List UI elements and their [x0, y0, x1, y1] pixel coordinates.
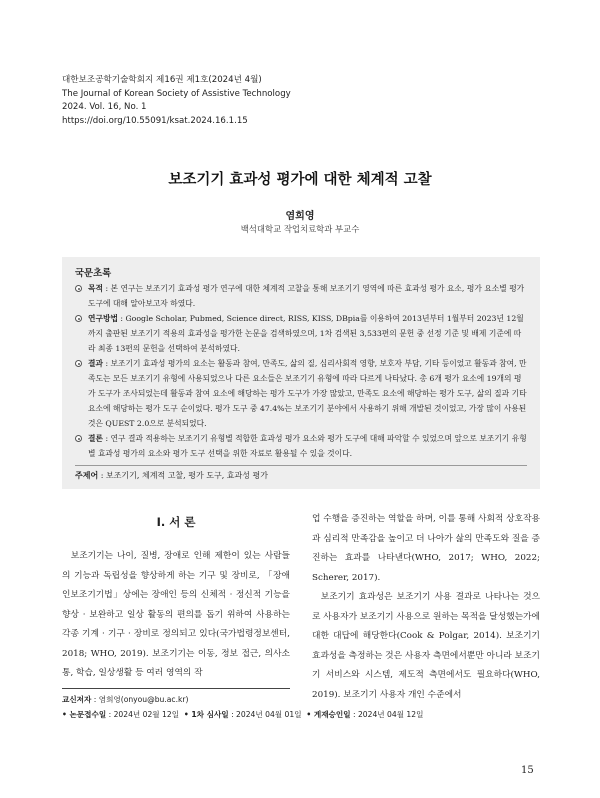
keywords-divider	[75, 465, 527, 466]
circle-bullet-icon	[75, 435, 82, 442]
abstract-box	[62, 257, 540, 489]
corresponding-author	[62, 693, 423, 708]
abstract-label: 목적	[88, 284, 103, 293]
abstract-text: : 본 연구는 보조기기 효과성 평가 연구에 대한 체계적 고찰을 통해 보조기기 영역에 따른 효과성 평가 요소, 평가 요소별 평가 도구에 대해 알아보고자 하였다.	[88, 284, 525, 308]
abstract-results	[75, 356, 527, 431]
footnote-label: • 1차 심사일	[183, 709, 229, 719]
body-column-right	[312, 510, 540, 705]
paper-dates	[62, 708, 423, 723]
footnote-divider	[62, 688, 290, 689]
circle-bullet-icon	[75, 315, 82, 322]
keywords	[75, 470, 268, 482]
body-paragraph: 보조기기는 나이, 질병, 장애로 인해 제한이 있는 사람들의 기능과 독립성을 향상하게 하는 기구 및 장비로, 「장애인보조기기법」상에는 장애인 등의 신체적 · 정신적 기능을 향상 · 보완하고 일상 활동의 편의를 돕기 위하여 사용하는 각종 기계 · 기구 · 장비로 정의되고 있다(국가법령정보센터, 2018; WHO, 2019). 보조기기는 이동, 정보 접근, 의사소통, 학습, 일상생활 등 여러 영역의 작	[62, 551, 290, 678]
abstract-label: 결과	[88, 359, 103, 368]
journal-doi[interactable]: https://doi.org/10.55091/ksat.2024.16.1.15	[62, 115, 248, 126]
footnote-text: : 2024년 04월 01일	[228, 709, 302, 719]
journal-volume: 2024. Vol. 16, No. 1	[62, 102, 147, 112]
body-paragraph: 업 수행을 증진하는 역할을 하며, 이를 통해 사회적 상호작용과 심리적 만족감을 높이고 더 나아가 삶의 만족도와 질을 증진하는 효과를 나타낸다(WHO, 2017; WHO, 2022; Scherer, 2017).	[312, 514, 540, 583]
footnote-text: : 염희영(onyou@bu.ac.kr)	[91, 695, 189, 704]
keywords-label: 주제어	[75, 471, 99, 480]
footnote-label: 교신저자	[62, 695, 92, 704]
footnote-text: : 2024년 04월 12일	[350, 709, 424, 719]
footnote-label: • 논문접수일	[62, 709, 107, 719]
circle-bullet-icon	[75, 360, 82, 367]
abstract-purpose	[75, 281, 527, 311]
footnote-label: • 게재승인일	[306, 709, 351, 719]
abstract-label: 연구방법	[88, 314, 118, 323]
page-number: 15	[521, 765, 534, 776]
body-paragraph: 보조기기 효과성은 보조기기 사용 결과로 나타나는 것으로 사용자가 보조기기 사용으로 원하는 목적을 달성했는가에 대한 대답에 해당한다(Cook & Polgar, 2014). 보조기기 효과성을 측정하는 것은 사용자 측면에서뿐만 아니라 보조기기 서비스와 시스템, 제도적 측면에서도 필요하다(WHO, 2019). 보조기기 사용자 개인 수준에서	[312, 592, 540, 700]
abstract-text: : Google Scholar, Pubmed, Science direct, RISS, KISS, DBpia를 이용하여 2013년부터 1월부터 2023년 12월까지 출판된 보조기기 적용의 효과성을 평가한 논문을 검색하였으며, 1차 검색된 3,533편의 문헌 중 선정 기준 및 배제 기준에 따라 최종 13편의 문헌을 선택하여 분석하였다.	[88, 314, 524, 353]
footnote-text: : 2024년 02월 12일	[106, 709, 180, 719]
abstract-text: : 보조기기 효과성 평가의 요소는 활동과 참여, 만족도, 삶의 질, 심리사회적 영향, 보호자 부담, 기타 등이었고 활동과 참여, 만족도는 모든 보조기기 유형에 사용되었으나 다른 요소들은 보조기기 유형에 따라 다르게 나타났다. 총 6개 평가 요소에 19개의 평가 도구가 조사되었는데 활동과 참여 요소에 해당하는 평가 도구가 가장 많았고, 만족도 요소에 해당하는 평가 도구, 삶의 질과 기타 요소에 해당하는 평가 도구 순이었다. 평가 도구 중 47.4%는 보조기기 분야에서 사용하기 위해 개발된 것이었고, 가장 많이 사용된 것은 QUEST 2.0으로 분석되었다.	[88, 359, 527, 428]
abstract-method	[75, 311, 527, 356]
abstract-label: 결론	[88, 434, 103, 443]
abstract-heading: 국문초록	[75, 268, 112, 279]
author-name: 염희영	[285, 211, 315, 222]
journal-header	[62, 74, 291, 128]
circle-bullet-icon	[75, 285, 82, 292]
footnotes	[62, 693, 423, 722]
journal-name-english: The Journal of Korean Society of Assistive Technology	[62, 88, 291, 99]
keywords-text: : 보조기기, 체계적 고찰, 평가 도구, 효과성 평가	[98, 471, 268, 480]
author-affiliation: 백석대학교 작업치료학과 부교수	[240, 224, 360, 234]
abstract-conclusion	[75, 431, 527, 461]
journal-name-korean: 대한보조공학기술학회지 제16권 제1호(2024년 4월)	[62, 75, 262, 85]
body-column-left	[62, 508, 290, 684]
abstract-text: : 연구 결과 적용하는 보조기기 유형별 적합한 효과성 평가 요소와 평가 도구에 대해 파악할 수 있었으며 앞으로 보조기기 유형별 효과성 평가의 요소와 평가 도구 선택을 위한 자료로 활용될 수 있을 것이다.	[88, 434, 527, 458]
section-heading: Ⅰ. 서 론	[156, 515, 196, 529]
paper-title: 보조기기 효과성 평가에 대한 체계적 고찰	[168, 172, 432, 188]
